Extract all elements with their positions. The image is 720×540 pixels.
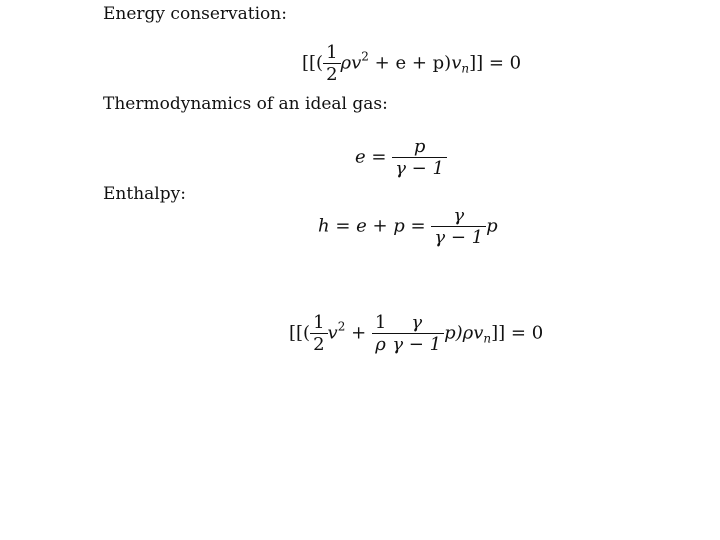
eq1-frac-den: 2 <box>323 63 340 85</box>
eq4-fraction-inverse-rho <box>372 312 389 355</box>
eq4-frac1-num: 1 <box>313 312 325 333</box>
eq3-frac-num: γ <box>453 205 465 226</box>
eq1-rho: ρ <box>340 52 352 74</box>
eq2-frac-den: γ − 1 <box>392 157 447 179</box>
eq4-after: p)ρ <box>444 322 474 344</box>
eq1-close: ]] = 0 <box>469 52 522 74</box>
eq1-vn-sub: n <box>461 61 470 76</box>
heading-thermodynamics: Thermodynamics of an ideal gas: <box>103 94 388 114</box>
eq1-v: v <box>351 52 362 74</box>
equation-combined <box>289 312 543 355</box>
eq4-frac3-num: γ <box>411 312 423 333</box>
eq4-close: ]] = 0 <box>491 322 544 344</box>
eq2-fraction <box>392 136 447 179</box>
eq1-v-sup: 2 <box>361 49 369 64</box>
eq4-vn-sub: n <box>483 331 492 346</box>
eq3-tail: p <box>486 215 498 237</box>
heading-enthalpy: Enthalpy: <box>103 184 186 204</box>
eq4-v-sup: 2 <box>337 319 346 334</box>
eq4-plus: + <box>345 322 372 344</box>
eq1-middle: + e + p) <box>368 52 452 74</box>
eq4-vn: v <box>473 322 484 344</box>
eq4-fraction-gamma <box>389 312 444 355</box>
heading-energy-conservation: Energy conservation: <box>103 4 287 24</box>
eq4-fraction-half <box>310 312 327 355</box>
eq1-vn: v <box>451 52 462 74</box>
equation-energy-conservation <box>302 42 521 85</box>
eq4-v: v <box>327 322 338 344</box>
eq2-frac-num: p <box>413 136 426 157</box>
eq1-fraction-half <box>323 42 340 85</box>
eq4-frac1-den: 2 <box>310 333 327 355</box>
eq3-fraction <box>431 205 486 248</box>
eq4-open: [[( <box>289 322 311 344</box>
eq1-frac-num: 1 <box>326 42 338 63</box>
eq4-frac2-num: 1 <box>374 312 387 333</box>
eq4-frac3-den: γ − 1 <box>389 333 444 355</box>
eq3-frac-den: γ − 1 <box>431 226 486 248</box>
equation-internal-energy <box>355 136 447 179</box>
eq3-lhs: h = e + p = <box>318 215 426 237</box>
eq2-lhs: e = <box>355 146 387 168</box>
eq4-frac2-den: ρ <box>372 333 389 355</box>
eq1-open: [[( <box>302 52 324 74</box>
equation-enthalpy <box>318 205 498 248</box>
